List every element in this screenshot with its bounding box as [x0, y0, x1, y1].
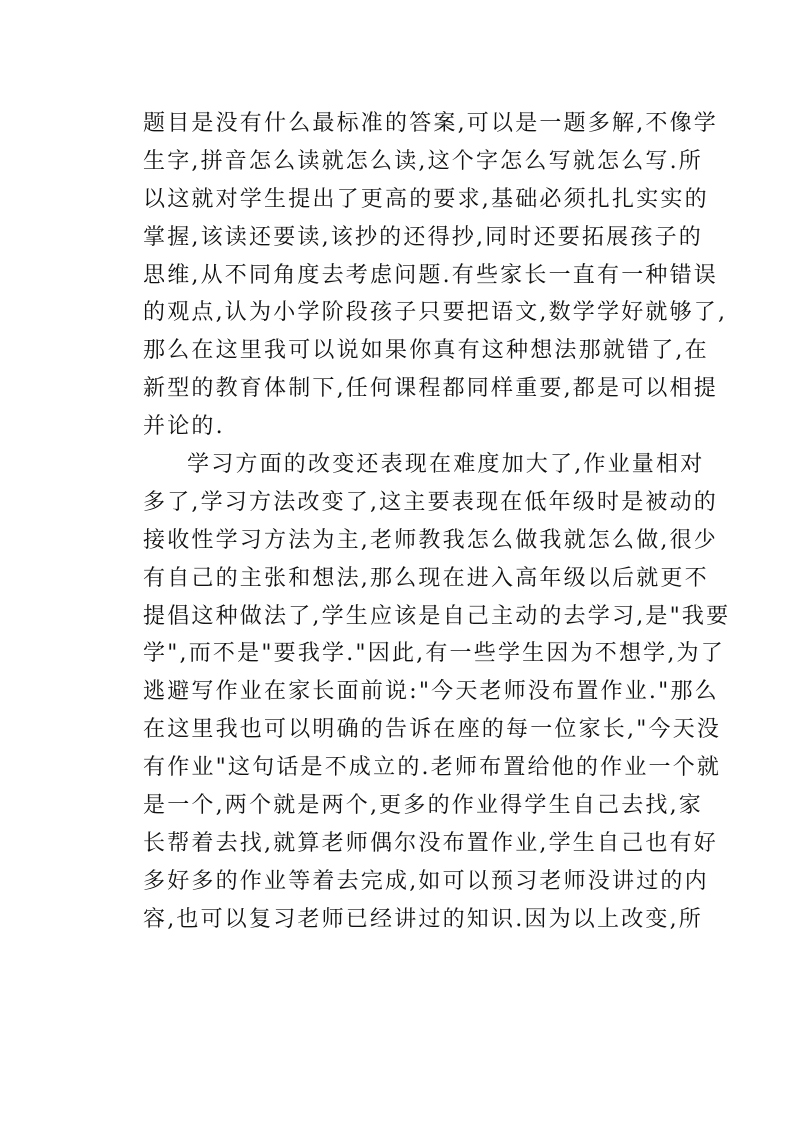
text-line: 逃避写作业在家长面前说:"今天老师没布置作业."那么 — [143, 679, 719, 705]
text-line: 那么在这里我可以说如果你真有这种想法那就错了,在 — [143, 338, 709, 364]
text-line: 长帮着去找,就算老师偶尔没布置作业,学生自己也有好 — [143, 830, 718, 856]
text-line: 有作业"这句话是不成立的.老师布置给他的作业一个就 — [143, 755, 722, 781]
text-line: 在这里我也可以明确的告诉在座的每一位家长,"今天没 — [143, 717, 722, 743]
text-line: 新型的教育体制下,任何课程都同样重要,都是可以相提 — [143, 376, 718, 402]
text-line: 以这就对学生提出了更高的要求,基础必须扎扎实实的 — [143, 186, 709, 212]
text-line: 容,也可以复习老师已经讲过的知识.因为以上改变,所 — [143, 906, 703, 932]
paragraph-1 — [143, 105, 728, 446]
text-line: 接收性学习方法为主,老师教我怎么做我就怎么做,很少 — [143, 527, 718, 553]
text-line: 有自己的主张和想法,那么现在进入高年级以后就更不 — [143, 565, 709, 591]
text-line: 是一个,两个就是两个,更多的作业得学生自己去找,家 — [143, 793, 703, 819]
text-line: 学习方面的改变还表现在难度加大了,作业量相对 — [187, 452, 705, 478]
text-line: 多好多的作业等着去完成,如可以预习老师没讲过的内 — [143, 868, 709, 894]
text-line: 掌握,该读还要读,该抄的还得抄,同时还要拓展孩子的 — [143, 224, 703, 250]
paragraph-2 — [143, 446, 731, 939]
text-line: 多了,学习方法改变了,这主要表现在低年级时是被动的 — [143, 489, 718, 515]
text-line: 生字,拼音怎么读就怎么读,这个字怎么写就怎么写.所 — [143, 148, 703, 174]
text-line: 思维,从不同角度去考虑问题.有些家长一直有一种错误 — [143, 262, 718, 288]
text-line: 学",而不是"要我学."因此,有一些学生因为不想学,为了 — [143, 641, 725, 667]
body-text — [143, 105, 731, 939]
text-line: 题目是没有什么最标准的答案,可以是一题多解,不像学 — [143, 111, 718, 136]
text-line: 提倡这种做法了,学生应该是自己主动的去学习,是"我要 — [143, 603, 731, 629]
text-line: 并论的. — [143, 414, 225, 440]
text-line: 的观点,认为小学阶段孩子只要把语文,数学学好就够了, — [143, 300, 728, 326]
